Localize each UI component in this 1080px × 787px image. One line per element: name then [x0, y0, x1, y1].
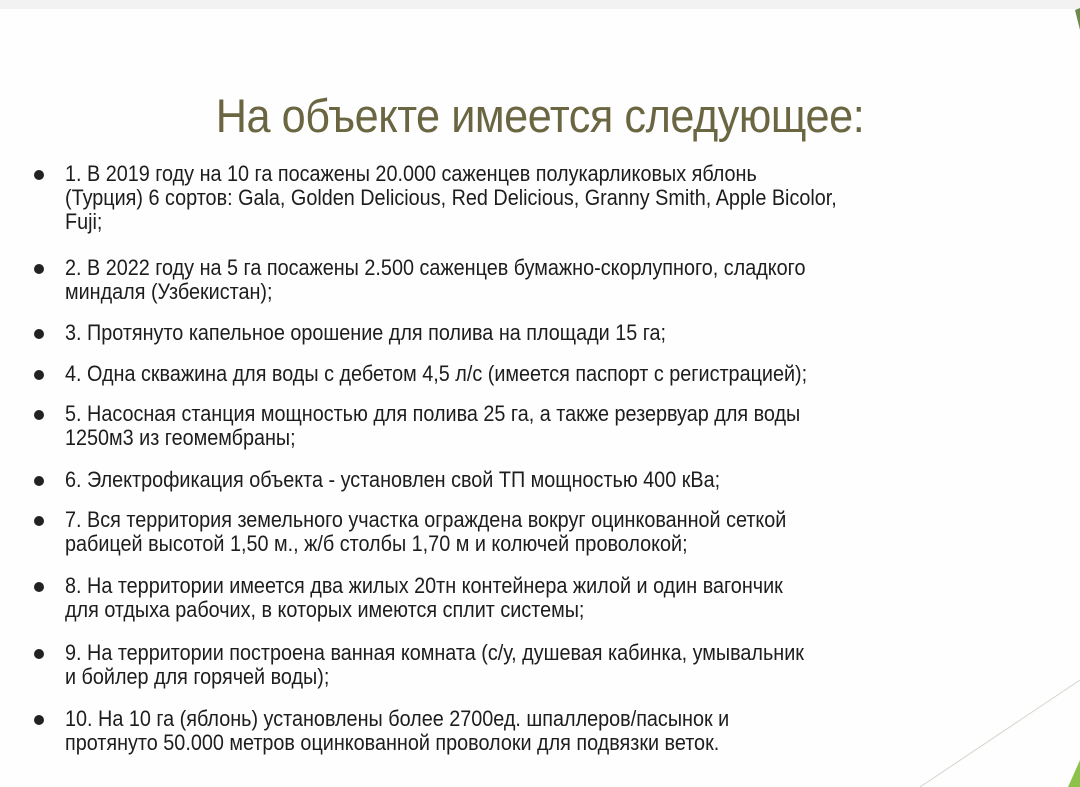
slide-title: На объекте имеется следующее: [215, 89, 865, 142]
item-line: 10. На 10 га (яблонь) установлены более 2700ед. шпаллеров/пасынок и [65, 706, 730, 731]
bullet-icon [34, 649, 44, 659]
item-line: 8. На территории имеется два жилых 20тн контейнера жилой и один вагончик [65, 573, 783, 598]
bullet-icon [34, 715, 44, 725]
item-line: для отдыха рабочих, в которых имеются сплит системы; [65, 597, 585, 622]
green-leaf-shape [1068, 760, 1080, 787]
item-line: миндаля (Узбекистан); [65, 279, 273, 304]
item-line: 2. В 2022 году на 5 га посажены 2.500 саженцев бумажно-скорлупного, сладкого [65, 255, 806, 280]
item-line: и бойлер для горячей воды); [65, 664, 330, 689]
item-line: 1. В 2019 году на 10 га посажены 20.000 саженцев полукарликовых яблонь [65, 161, 757, 186]
bullet-icon [34, 582, 44, 592]
item-line: 4. Одна скважина для воды с дебетом 4,5 л/с (имеется паспорт с регистрацией); [65, 361, 808, 386]
item-line: 6. Электрофикация объекта - установлен свой ТП мощностью 400 кВа; [65, 467, 721, 492]
bullet-icon [34, 476, 44, 486]
item-line: Fuji; [65, 209, 103, 234]
item-line: 1250м3 из геомембраны; [65, 425, 296, 450]
bullet-icon [34, 370, 44, 380]
item-line: 5. Насосная станция мощностью для полива 25 га, а также резервуар для воды [65, 401, 801, 426]
item-line: 3. Протянуто капельное орошение для полива на площади 15 га; [65, 320, 667, 345]
item-line: 7. Вся территория земельного участка ограждена вокруг оцинкованной сеткой [65, 507, 787, 532]
bullet-icon [34, 170, 44, 180]
item-line: протянуто 50.000 метров оцинкованной проволоки для подвязки веток. [65, 730, 720, 755]
item-line: рабицей высотой 1,50 м., ж/б столбы 1,70 м и колючей проволокой; [65, 531, 688, 556]
item-line: (Турция) 6 сортов: Gala, Golden Delicious, Red Delicious, Granny Smith, Apple Bicolor, [65, 185, 837, 210]
bullet-icon [34, 264, 44, 274]
green-top-accent [1075, 8, 1080, 30]
bullet-icon [34, 516, 44, 526]
bullet-icon [34, 410, 44, 420]
item-line: 9. На территории построена ванная комната (с/у, душевая кабинка, умывальник [65, 640, 804, 665]
bullet-icon [34, 329, 44, 339]
